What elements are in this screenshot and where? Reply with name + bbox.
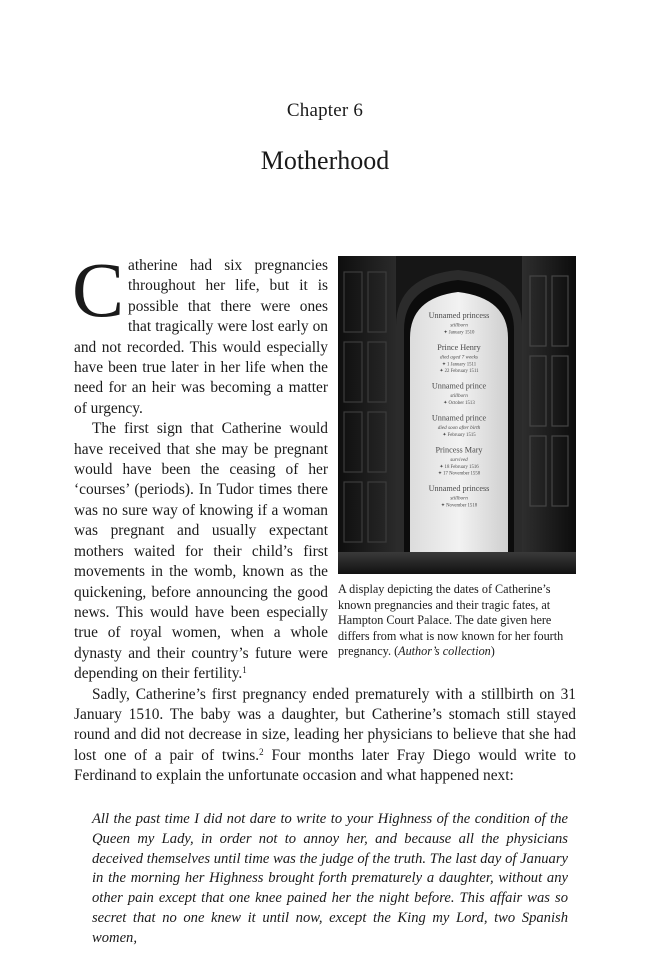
plaque-entry-date: ✦ 1 January 1511: [441, 362, 477, 368]
body-text: [72, 246, 576, 787]
figure-caption: A display depicting the dates of Catherine’s known pregnancies and their tragic fates, at Hampton Court Palace. The date given here differs from what is now known for her fourth pregnancy. (Author’s collection): [338, 582, 564, 659]
plaque-entry-name: Unnamed prince: [431, 381, 487, 391]
plaque-entry-date: ✦ 17 November 1558: [437, 471, 481, 477]
footnote-ref-2: 2: [259, 746, 264, 757]
paragraph-3-text-a: Sadly, Catherine’s first pregnancy ended prematurely with a stillbirth on 31 January 1510. The baby was a daughter, but Catherine’s stomach still stayed round and did not decrease in size, leading her physicians to believe that she had lost one of a pair of twins.: [74, 685, 576, 764]
plaque-photo: [338, 256, 576, 574]
plaque-entry-name: Princess Mary: [435, 445, 483, 455]
plaque-entry-date: ✦ February 1515: [442, 433, 476, 438]
plaque-entry-status: died aged 7 weeks: [440, 354, 478, 361]
plaque-entry-name: Unnamed princess: [428, 311, 490, 320]
plaque-entry-status: died soon after birth: [437, 425, 481, 431]
plaque-entry-name: Unnamed princess: [428, 484, 490, 493]
plaque-entry-status: stillborn: [450, 322, 468, 329]
caption-credit: Author’s collection: [398, 644, 491, 659]
plaque-entry-status: stillborn: [450, 393, 468, 399]
plaque-entry-date: ✦ 18 February 1516: [439, 465, 479, 470]
plaque-entry-name: Unnamed prince: [431, 413, 487, 423]
chapter-title: Motherhood: [260, 146, 390, 175]
plaque-entry-date: ✦ November 1518: [440, 503, 478, 509]
chapter-label: Chapter 6: [286, 100, 364, 121]
plaque-entry-name: Prince Henry: [437, 343, 481, 352]
footnote-ref-1: 1: [242, 665, 247, 676]
paragraph-2-text: The first sign that Catherine would have received that she may be pregnant would have been the ceasing of her ‘courses’ (periods). In Tudor times there was no sure way of knowing if a woman was pregnant and usually expectant mothers waited for their child’s first movements in the womb, known as the quickening, before announcing the good news. This would have been especially true of royal women, when a whole dynasty and their country’s future were depending on their fertility.: [74, 420, 328, 683]
caption-text: A display depicting the dates of Catherine’s known pregnancies and their tragic fates, at Hampton Court Palace. The date given here differs from what is now known for her fourth pregnancy.: [338, 582, 564, 659]
paragraph-3-text-b: Four months later Fray Diego would write to Ferdinand to explain the unfortunate occasion and what happened next:: [74, 746, 576, 785]
paragraph-1-text: atherine had six pregnancies throughout her life, but it is possible that there were ones that tragically were lost early on and not recorded. This would especially have been true later in her life when the need for an heir was becoming a matter of urgency.: [74, 257, 328, 417]
block-quote: All the past time I did not dare to write to your Highness of the condition of the Queen my Lady, in order not to annoy her, and because all the physicians deceived themselves until time was the judge of the truth. The last day of January in the morning her Highness brought forth prematurely a daughter, without any other pain except that one knee pained her the night before. This affair was so secret that no one knew it until now, except the King my Lord, two Spanish women,: [92, 811, 568, 946]
plaque-entry-status: stillborn: [450, 495, 468, 502]
paragraph-3: [74, 685, 576, 787]
drop-cap: C: [72, 246, 125, 333]
plaque-entry-status: survived: [450, 457, 468, 463]
plaque-entry-date: ✦ 22 February 1511: [439, 369, 479, 374]
figure: [338, 256, 576, 660]
plaque-entry-date: ✦ October 1513: [443, 401, 475, 406]
plaque-entry-date: ✦ January 1510: [443, 330, 475, 336]
